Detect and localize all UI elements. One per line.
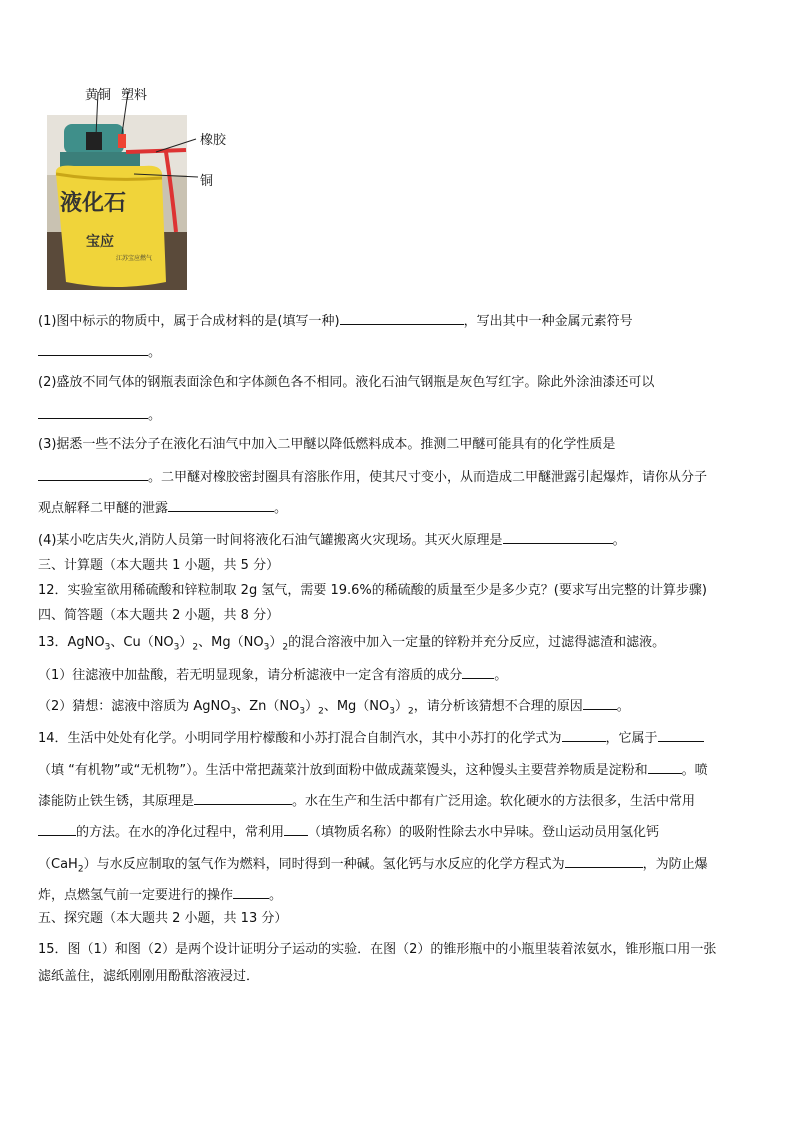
label-plastic: 塑料 [121, 88, 148, 103]
gas-cylinder-illustration [46, 82, 246, 292]
question-14-line-2: （填 “有机物”或“无机物”）。生活中常把蔬菜汁放到面粉中做成蔬菜馒头，这种馒头主要营养物质是淀粉和 。喷 [38, 760, 708, 780]
answer-blank[interactable] [233, 885, 269, 899]
question-2-line-2: 。 [38, 405, 161, 425]
question-13: 13．AgNO$_3$、$Cu(NO_3)_2$、$Mg(NO_3)_2$的混合溶液中加入一定量的锌粉并充分反应，过滤得滤渣和滤液。 [38, 635, 666, 653]
question-12: 12．实验室欲用稀硫酸和锌粒制取 2g 氢气，需要 19.6%的稀硫酸的质量至少是多少克？(要求写出完整的计算步骤) [38, 583, 707, 598]
question-3-line-2: 。二甲醚对橡胶密封圈具有溶胀作用，使其尺寸变小，从而造成二甲醚泄露引起爆炸，请你从分子 [38, 467, 707, 487]
question-15-line-1: 15．图（1）和图（2）是两个设计证明分子运动的实验．在图（2）的锥形瓶中的小瓶里装着浓氨水，锥形瓶口用一张 [38, 942, 717, 957]
label-brass: 黄铜 [85, 88, 112, 103]
cylinder-sublabel: 宝应 [86, 234, 114, 250]
question-2-line-1: (2)盛放不同气体的钢瓶表面涂色和字体颜色各不相同。液化石油气钢瓶是灰色写红字。除此外涂油漆还可以 [38, 375, 655, 390]
question-3-line-3: 观点解释二甲醚的泄露 。 [38, 498, 287, 518]
section-4-heading: 四、简答题（本大题共 2 小题，共 8 分） [38, 608, 280, 623]
answer-blank[interactable] [38, 822, 76, 836]
answer-blank[interactable] [583, 696, 617, 710]
answer-blank[interactable] [194, 791, 292, 805]
section-5-heading: 五、探究题（本大题共 2 小题，共 13 分） [38, 911, 288, 926]
answer-blank[interactable] [38, 467, 148, 481]
question-3-line-1: (3)据悉一些不法分子在液化石油气中加入二甲醚以降低燃料成本。推测二甲醚可能具有的化学性质是 [38, 437, 616, 452]
answer-blank[interactable] [284, 822, 308, 836]
answer-blank[interactable] [168, 498, 274, 512]
answer-blank[interactable] [462, 665, 494, 679]
answer-blank[interactable] [565, 854, 643, 868]
answer-blank[interactable] [562, 728, 606, 742]
question-14-line-6: 炸，点燃氢气前一定要进行的操作 。 [38, 885, 282, 905]
section-3-heading: 三、计算题（本大题共 1 小题，共 5 分） [38, 558, 280, 573]
label-copper: 铜 [200, 174, 214, 189]
answer-blank[interactable] [340, 311, 464, 325]
question-14-line-5: （CaH$_2$）与水反应制取的氢气作为燃料，同时得到一种碱。氢化钙与水反应的化学方程式为 ，为防止爆 [38, 854, 708, 879]
answer-blank[interactable] [503, 530, 613, 544]
cylinder-label: 液化石 [60, 191, 127, 216]
answer-blank[interactable] [38, 405, 148, 419]
question-1-line-1: (1)图中标示的物质中，属于合成材料的是(填写一种) ，写出其中一种金属元素符号 [38, 311, 633, 331]
answer-blank[interactable] [38, 342, 148, 356]
answer-blank[interactable] [658, 728, 704, 742]
question-13-part-2: （2）猜想：滤液中溶质为 AgNO$_3$、$Zn(NO_3)_2$、$Mg(NO_3)_2$，请分析该猜想不合理的原因 。 [38, 696, 630, 721]
question-14-line-3: 漆能防止铁生锈，其原理是 。水在生产和生活中都有广泛用途。软化硬水的方法很多，生活中常用 [38, 791, 695, 811]
question-14-line-4: 的方法。在水的净化过程中，常利用 （填物质名称）的吸附性除去水中异味。登山运动员用氢化钙 [38, 822, 659, 842]
question-14-line-1: 14．生活中处处有化学。小明同学用柠檬酸和小苏打混合自制汽水，其中小苏打的化学式为 ，它属于 [38, 728, 704, 748]
question-13-part-1: （1）往滤液中加盐酸，若无明显现象，请分析滤液中一定含有溶质的成分 。 [38, 665, 507, 685]
question-1-line-2: 。 [38, 342, 161, 362]
question-15-line-2: 滤纸盖住，滤纸刚刚用酚酞溶液浸过． [38, 969, 260, 984]
label-rubber: 橡胶 [200, 133, 227, 148]
question-4: (4)某小吃店失火,消防人员第一时间将液化石油气罐搬离火灾现场。其灭火原理是 。 [38, 530, 626, 550]
answer-blank[interactable] [648, 760, 682, 774]
cylinder-small-label: 江苏宝应燃气 [116, 255, 153, 262]
gas-cylinder-figure [46, 82, 246, 292]
